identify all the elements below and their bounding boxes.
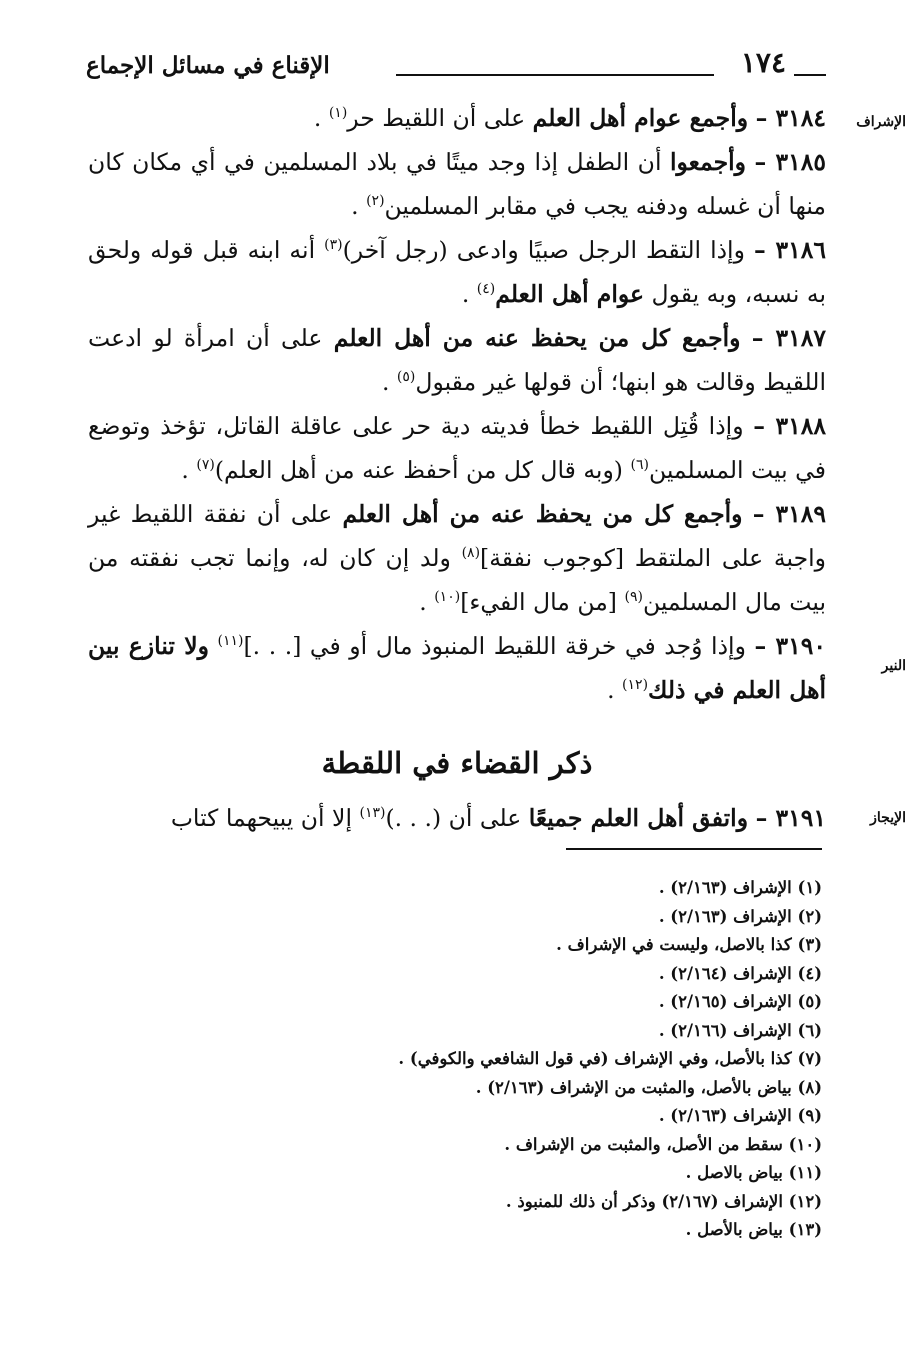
footnote-2: (٢) الإشراف (٢/١٦٣) .: [658, 906, 822, 926]
paragraph-text: على أن (. . .): [385, 804, 522, 832]
sentence-end: .: [419, 588, 427, 616]
margin-note-nayyir: النير: [881, 658, 906, 674]
sentence-end: .: [381, 368, 390, 396]
footnote-7: (٧) كذا بالأصل، وفي الإشراف (في قول الشافعي والكوفي) .: [398, 1049, 822, 1068]
book-title: الإقناع في مسائل الإجماع: [86, 52, 330, 79]
footnote-9: (٩) الإشراف (٢/١٦٣) .: [658, 1106, 822, 1125]
header-rule-right: [794, 74, 826, 76]
paragraph-text: (وبه قال كل من أحفظ عنه من أهل العلم): [214, 456, 623, 484]
bold-phrase: عوام أهل العلم: [495, 280, 645, 308]
page-number: ١٧٤: [740, 46, 786, 79]
paragraph-text: أن الطفل إذا وجد ميتًا في بلاد المسلمين في أي مكان كان منها أن غسله ودفنه يجب في مقابر المسلمين: [88, 148, 826, 220]
paragraph-number: ٣١٨٨ –: [753, 412, 826, 440]
paragraph-3191: [88, 796, 826, 840]
margin-note-ijaz: الإيجاز: [870, 810, 906, 826]
footnote-5: (٥) الإشراف (٢/١٦٥) .: [658, 992, 822, 1011]
footnote-ref: (٨): [461, 545, 481, 562]
footnote-6: (٦) الإشراف (٢/١٦٦) .: [658, 1020, 822, 1040]
footnote-ref: (١٢): [622, 677, 649, 694]
sentence-end: .: [181, 456, 189, 484]
footnote-ref: (٤): [476, 281, 496, 298]
sentence-end: .: [313, 104, 322, 132]
footnote-12: (١٢) الإشراف (٢/١٦٧) وذكر أن ذلك للمنبوذ .: [505, 1191, 822, 1211]
footnote-4: (٤) الإشراف (٢/١٦٤) .: [658, 963, 822, 983]
paragraph-3190: [88, 624, 826, 712]
sentence-end: .: [461, 280, 470, 308]
footnote-separator: [566, 848, 822, 850]
footnote-ref: (١٣): [359, 805, 386, 822]
footnote-ref: (٩): [624, 589, 643, 606]
footnote-ref: (٥): [396, 369, 416, 386]
paragraph-3191-container: [88, 796, 826, 840]
footnote-ref: (٢): [366, 193, 385, 210]
paragraph-text: على أن امرأة لو ادعت اللقيط وقالت هو ابنها؛ أن قولها غير مقبول: [88, 324, 826, 396]
section-title: ذكر القضاء في اللقطة: [321, 746, 593, 780]
footnote-ref: (٧): [196, 457, 215, 474]
sentence-end: .: [607, 676, 615, 704]
footnote-ref: (١): [328, 105, 348, 122]
paragraph-3188: [88, 404, 826, 492]
header-rule-middle: [396, 74, 714, 76]
footnotes: [262, 874, 822, 1245]
sentence-end: .: [351, 192, 359, 220]
paragraph-text: أنه ابنه قبل قوله ولحق به نسبه، وبه يقول: [88, 236, 826, 308]
page-header: [86, 46, 826, 90]
paragraph-number: ٣١٨٥ –: [754, 148, 826, 176]
bold-phrase: وأجمعوا: [669, 148, 746, 176]
footnote-ref: (١١): [217, 633, 244, 650]
paragraph-text: على أن اللقيط حر: [347, 104, 526, 132]
footnote-1: (١) الإشراف (٢/١٦٣) .: [658, 878, 822, 897]
paragraph-number: ٣١٨٩ –: [752, 500, 826, 528]
footnote-3: (٣) كذا بالاصل، وليست في الإشراف .: [556, 935, 822, 954]
footnote-ref: (١٠): [434, 589, 461, 606]
paragraph-text: وإذا قُتِل اللقيط خطأ فديته دية حر على عاقلة القاتل، تؤخذ وتوضع في بيت المسلمين: [88, 412, 826, 484]
paragraph-3186: [88, 228, 826, 316]
paragraph-number: ٣١٨٧ –: [751, 324, 826, 352]
paragraph-text: إلا أن يبيحهما كتاب: [170, 804, 352, 832]
main-text: [88, 96, 826, 712]
footnote-ref: (٣): [324, 237, 343, 254]
paragraph-3185: [88, 140, 826, 228]
paragraph-number: ٣١٨٤ –: [755, 104, 826, 132]
bold-phrase: وأجمع كل من يحفظ عنه من أهل العلم: [342, 500, 743, 528]
footnote-8: (٨) بياض بالأصل، والمثبت من الإشراف (٢/١٦٣) .: [475, 1077, 822, 1097]
bold-phrase: ولا تنازع بين أهل العلم في ذلك: [88, 632, 826, 704]
bold-phrase: واتفق أهل العلم جميعًا: [528, 804, 749, 832]
footnote-13: (١٣) بياض بالأصل .: [685, 1220, 822, 1239]
footnote-10: (١٠) سقط من الأصل، والمثبت من الإشراف .: [504, 1134, 822, 1154]
margin-note-ishraf: الإشراف: [856, 114, 906, 130]
paragraph-3184: [88, 96, 826, 140]
paragraph-text: وإذا وُجد في خرقة اللقيط المنبوذ مال أو في [. . .]: [243, 632, 746, 660]
paragraph-number: ٣١٩١ –: [755, 804, 826, 832]
paragraph-3189: [88, 492, 826, 624]
paragraph-number: ٣١٨٦ –: [754, 236, 826, 264]
footnote-ref: (٦): [630, 457, 649, 474]
bold-phrase: وأجمع عوام أهل العلم: [532, 104, 749, 132]
paragraph-3187: [88, 316, 826, 404]
bold-phrase: وأجمع كل من يحفظ عنه من أهل العلم: [333, 324, 741, 352]
paragraph-text: على أن نفقة اللقيط غير واجبة على الملتقط [كوجوب نفقة]: [88, 500, 826, 572]
footnote-11: (١١) بياض بالاصل .: [685, 1163, 822, 1182]
paragraph-text: وإذا التقط الرجل صبيًا وادعى (رجل آخر): [342, 236, 745, 264]
paragraph-text: ولد إن كان له، وإنما تجب نفقته من بيت مال المسلمين: [88, 544, 826, 616]
paragraph-text: [من مال الفيء]: [460, 588, 617, 616]
paragraph-number: ٣١٩٠ –: [754, 632, 826, 660]
